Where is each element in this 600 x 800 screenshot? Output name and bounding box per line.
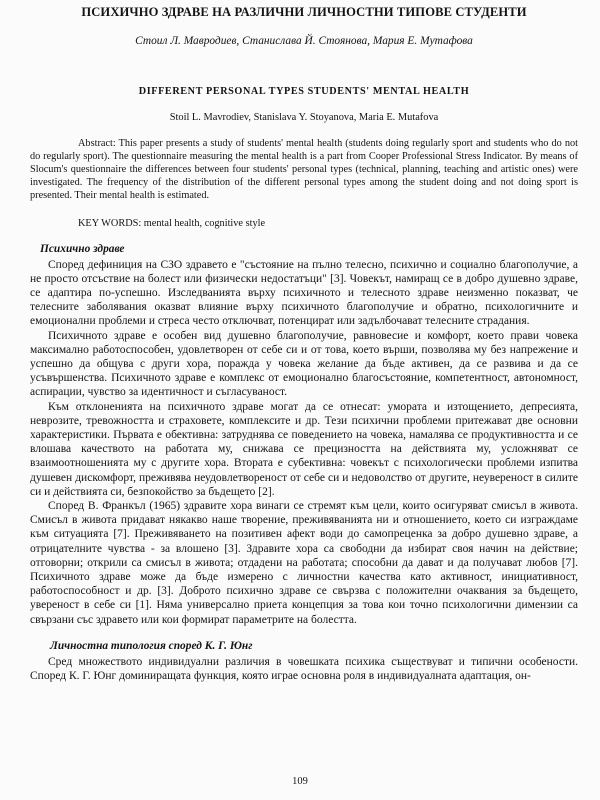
body-paragraph: Към отклоненията на психичното здраве могат да се отнесат: умората и изтощението, депресията, неврозите, тревожността и страховете, комплексите и др. Тези психични проблеми притежават две основни характеристики. Първата е обективна: затруднява се поведението на човека, намалява се продуктивността и се влошава качеството на работата му, снижава се прецизността на действията му, усложняват се взаимоотношенията му с другите хора. Втората е субективна: човекът с психологически проблеми изпитва душевен дискомфорт, преживява неудовлетвореност от себе си и недоволство от другите, неувереност в силите си и действията си, безпокойство за бъдещето [2].: [30, 400, 578, 498]
body-paragraph: Според дефиниция на СЗО здравето е "състояние на пълно телесно, психично и социално благополучие, а не просто отсъствие на болест или физически недостатъци" [3]. Човекът, намиращ се в добро душевно здраве, се адаптира по-успешно. Изследванията върху психичното и телесното здраве неизменно показват, че телесните заболявания оказват влияние върху психичното благополучие и обратно, психологичните и емоционални проблеми и стреса често отключват, потенцират или задълбочават телесните страдания.: [30, 258, 578, 328]
paper-title-en: DIFFERENT PERSONAL TYPES STUDENTS' MENTAL HEALTH: [138, 86, 470, 97]
body-paragraph: Сред множеството индивидуални различия в човешката психика съществуват и типични особености. Според К. Г. Юнг доминиращата функция, която играе основна роля в индивидуалната адаптация, он-: [30, 655, 578, 683]
page-number: 109: [292, 776, 308, 787]
paper-title-bg: ПСИХИЧНО ЗДРАВЕ НА РАЗЛИЧНИ ЛИЧНОСТНИ ТИПОВЕ СТУДЕНТИ: [81, 5, 527, 19]
section-heading-jung-typology: Личностна типология според К. Г. Юнг: [50, 639, 253, 652]
body-paragraph: Според В. Франкъл (1965) здравите хора винаги се стремят към цели, които осигуряват смисъл в живота. Смисъл в живота придават някакво наше творение, преживяванията ни и отношението, което си изграждаме към ситуацията [7]. Преживяването на позитивен афект води до самопреценка за добро душевно здраве, а отрицателните чувства - за влошено [3]. Здравите хора са свободни да избират своя начин на действие; отговорни; открили са смисъл в живота; отдадени на работата; способни да дават и да получават любов [7]. Психичното здраве може да бъде измерено с личностни качества като активност, инициативност, работоспособност и др. [3]. Доброто психично здраве се свързва с положителни очаквания за бъдещето, увереност в себе си [1]. Няма универсално приета концепция за това кои точно психологични димензии са свързани със здравето или кои формират параметрите на болестта.: [30, 499, 578, 626]
keywords: KEY WORDS: mental health, cognitive style: [78, 217, 266, 229]
body-paragraph: Психичното здраве е особен вид душевно благополучие, равновесие и комфорт, което прави човека максимално работоспособен, удовлетворен от себе си и от това, което върши, позволява му без напрежение и успешно да общува с други хора, поражда у човека желание да бъде активен, да се развива и да се усъвършенства. Психичното здраве е комплекс от емоционално благосъстояние, компетентност, автономност, аспирации, чувство за идентичност и съгласуваност.: [30, 329, 578, 399]
authors-en: Stoil L. Mavrodiev, Stanislava Y. Stoyanova, Maria E. Mutafova: [169, 112, 439, 123]
authors-bg: Стоил Л. Мавродиев, Станислава Й. Стоянова, Мария Е. Мутафова: [135, 35, 473, 47]
section-heading-mental-health: Психично здраве: [40, 242, 125, 255]
abstract: Abstract: This paper presents a study of students' mental health (students doing regularly sport and students who do not do regularly sport). The questionnaire measuring the mental health is a part from Cooper Professional Stress Indicator. By means of Slocum's questionnaire the differences between four students' personal types (technical, planning, teaching and artistic ones) were investigated. The frequency of the distribution of the different personal types among the student doing and not doing sport is presented. Their mental health is estimated.: [30, 138, 578, 201]
